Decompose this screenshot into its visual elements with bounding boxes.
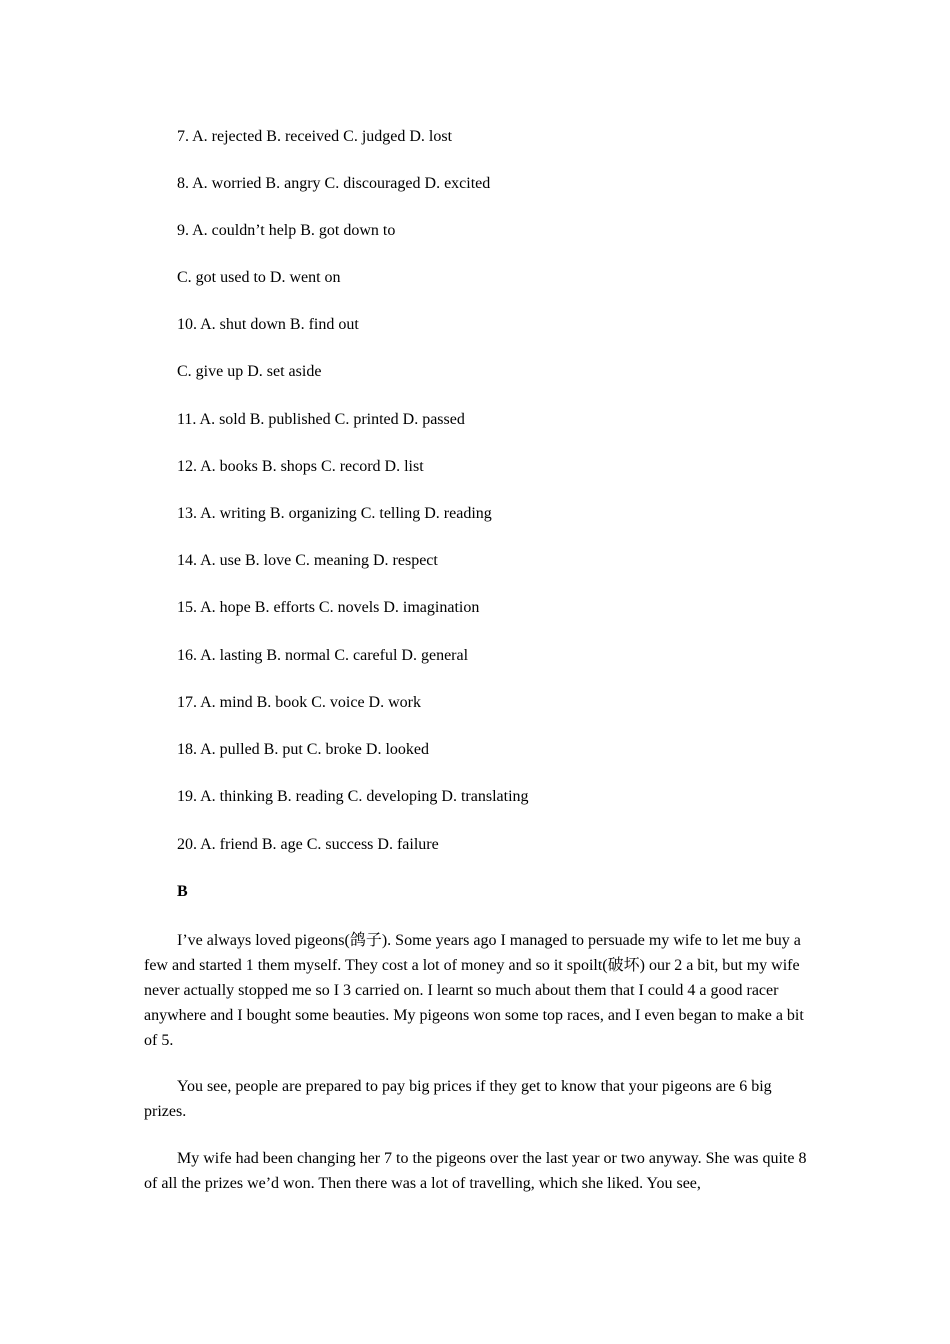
section-heading: B xyxy=(177,883,188,900)
option-line-q20: 20. A. friend B. age C. success D. failure xyxy=(177,836,439,853)
option-line-q7: 7. A. rejected B. received C. judged D. lost xyxy=(177,128,453,145)
passage-paragraph-2: You see, people are prepared to pay big prices if they get to know that your pigeons are 6 big prizes. xyxy=(144,1078,772,1120)
option-line-q16: 16. A. lasting B. normal C. careful D. general xyxy=(177,647,469,664)
passage-paragraph-3: My wife had been changing her 7 to the pigeons over the last year or two anyway. She was quite 8 of all the prizes we’d won. Then there was a lot of travelling, which she liked. You see, xyxy=(144,1150,807,1192)
option-line-q10-ab: 10. A. shut down B. find out xyxy=(177,316,359,333)
option-line-q8: 8. A. worried B. angry C. discouraged D. excited xyxy=(177,175,491,192)
option-line-q9-ab: 9. A. couldn’t help B. got down to xyxy=(177,222,396,239)
option-line-q17: 17. A. mind B. book C. voice D. work xyxy=(177,694,421,711)
passage-paragraph-1: I’ve always loved pigeons(鸽子). Some years ago I managed to persuade my wife to let me buy a few and started 1 them myself. They cost a lot of money and so it spoilt(破坏) our 2 a bit, but my wife never actually stopped me so I 3 carried on. I learnt so much about them that I could 4 a good racer anywhere and I bought some beauties. My pigeons won some top races, and I even began to make a bit of 5. xyxy=(144,932,804,1049)
option-line-q15: 15. A. hope B. efforts C. novels D. imagination xyxy=(177,599,480,616)
option-line-q19: 19. A. thinking B. reading C. developing D. translating xyxy=(177,788,529,805)
option-line-q9-cd: C. got used to D. went on xyxy=(177,269,341,286)
option-line-q12: 12. A. books B. shops C. record D. list xyxy=(177,458,424,475)
option-line-q11: 11. A. sold B. published C. printed D. passed xyxy=(177,411,465,428)
option-line-q18: 18. A. pulled B. put C. broke D. looked xyxy=(177,741,429,758)
option-line-q13: 13. A. writing B. organizing C. telling D. reading xyxy=(177,505,492,522)
option-line-q10-cd: C. give up D. set aside xyxy=(177,363,322,380)
option-line-q14: 14. A. use B. love C. meaning D. respect xyxy=(177,552,438,569)
